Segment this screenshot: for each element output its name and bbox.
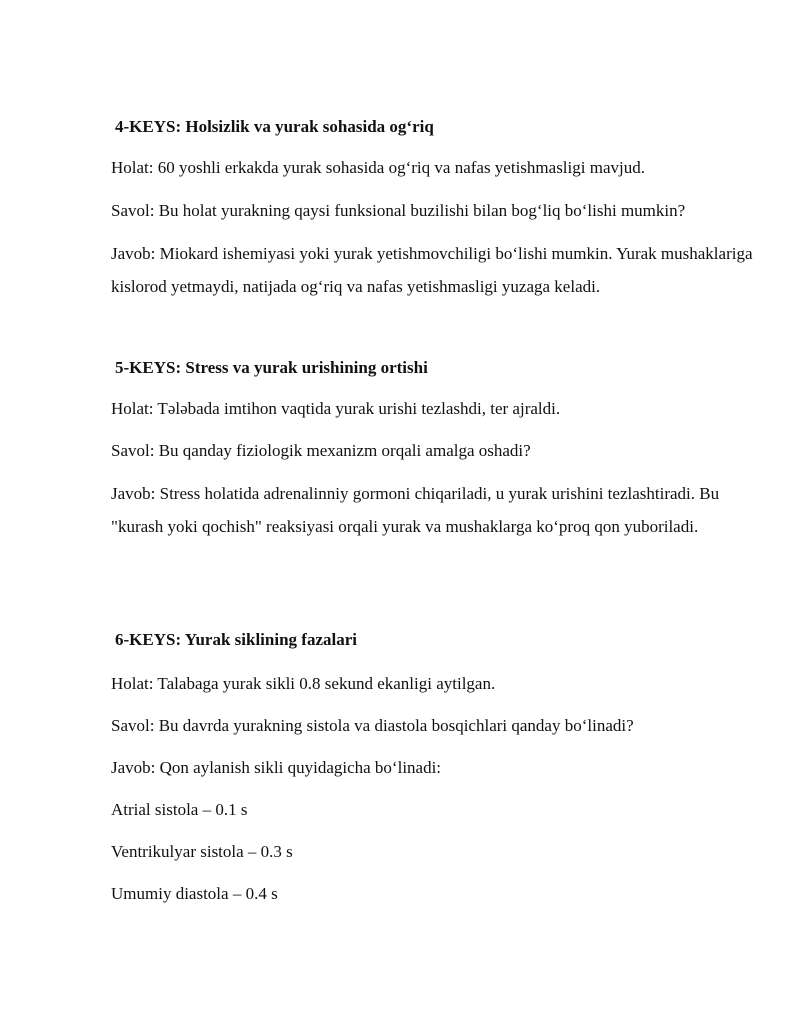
case-5-savol: Savol: Bu qanday fiziologik mexanizm orqali amalga oshadi? <box>111 441 531 460</box>
case-6-holat: Holat: Talabaga yurak sikli 0.8 sekund ekanligi aytilgan. <box>111 674 496 693</box>
case-5-holat: Holat: Tələbada imtihon vaqtida yurak urishi tezlashdi, ter ajraldi. <box>111 399 561 418</box>
case-5-title: 5-KEYS: Stress va yurak urishining ortishi <box>115 358 428 377</box>
phase-atrial-systole: Atrial sistola – 0.1 s <box>111 800 248 819</box>
case-6-title: 6-KEYS: Yurak siklining fazalari <box>115 630 357 649</box>
phase-general-diastole: Umumiy diastola – 0.4 s <box>111 884 278 903</box>
case-4-holat: Holat: 60 yoshli erkakda yurak sohasida og‘riq va nafas yetishmasligi mavjud. <box>111 158 645 177</box>
case-5-javob: Javob: Stress holatida adrenalinniy gormoni chiqariladi, u yurak urishini tezlashtiradi. Bu "kurash yoki qochish" reaksiyasi orqali yurak va mushaklarga ko‘proq qon yuboriladi. <box>111 484 720 536</box>
case-6-javob: Javob: Qon aylanish sikli quyidagicha bo‘linadi: <box>111 758 442 777</box>
case-6-savol: Savol: Bu davrda yurakning sistola va diastola bosqichlari qanday bo‘linadi? <box>111 716 634 735</box>
case-4-savol: Savol: Bu holat yurakning qaysi funksional buzilishi bilan bog‘liq bo‘lishi mumkin? <box>111 201 686 220</box>
case-4-javob: Javob: Miokard ishemiyasi yoki yurak yetishmovchiligi bo‘lishi mumkin. Yurak mushaklariga kislorod yetmaydi, natijada og‘riq va nafas yetishmasligi yuzaga keladi. <box>111 244 753 296</box>
phase-ventricular-systole: Ventrikulyar sistola – 0.3 s <box>111 842 293 861</box>
case-4-title: 4-KEYS: Holsizlik va yurak sohasida og‘riq <box>115 117 434 136</box>
